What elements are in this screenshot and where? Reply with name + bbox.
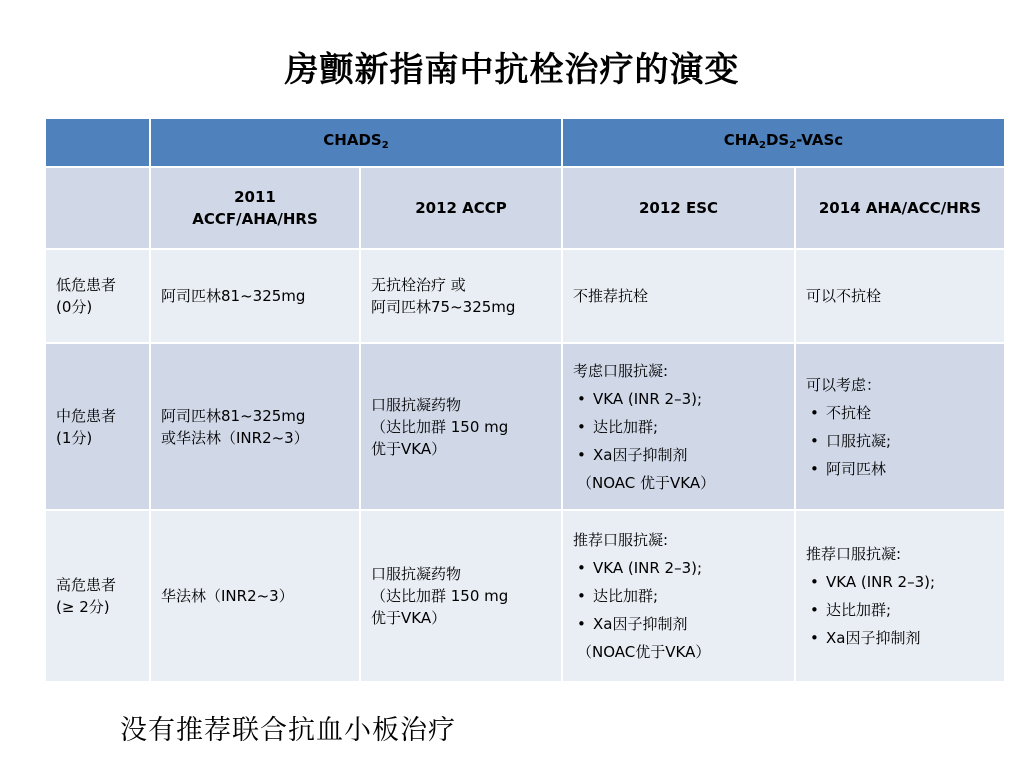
table-row-high-risk bbox=[45, 510, 1005, 682]
list-item: • 达比加群; bbox=[573, 413, 784, 441]
low-risk-label: 低危患者 bbox=[56, 276, 117, 294]
low-accp-line1: 无抗栓治疗 或 bbox=[371, 276, 466, 294]
cha2ds2-sub1: 2 bbox=[758, 139, 766, 151]
mid-accp-line1: 口服抗凝药物 bbox=[371, 395, 462, 414]
chads2-sub: 2 bbox=[381, 139, 389, 151]
mid-2014-head: 可以考虑： bbox=[806, 375, 882, 394]
high-2011-cell: 华法林（INR2~3） bbox=[150, 510, 360, 682]
high-accp-line1: 口服抗凝药物 bbox=[371, 565, 462, 583]
cha2ds2-part3: -VASc bbox=[796, 130, 844, 149]
high-accp-line3: 优于VKA） bbox=[371, 609, 447, 627]
low-esc-cell: 不推荐抗栓 bbox=[562, 249, 795, 343]
high-risk-label: 高危患者 bbox=[56, 576, 117, 594]
mid-risk-score: (1分) bbox=[56, 428, 93, 447]
table-row-low-risk bbox=[45, 249, 1005, 343]
mid-2014-cell bbox=[795, 343, 1005, 510]
mid-2014-list bbox=[806, 399, 994, 483]
row-label-low bbox=[45, 249, 150, 343]
list-item: • 不抗栓 bbox=[806, 399, 994, 427]
high-esc-list bbox=[573, 554, 784, 638]
mid-2011-line2: 或华法林（INR2~3） bbox=[161, 428, 309, 447]
col-header-2012-accp: 2012 ACCP bbox=[360, 167, 562, 249]
high-accp-cell bbox=[360, 510, 562, 682]
footer-note: 没有推荐联合抗血小板治疗 bbox=[120, 715, 456, 746]
header-row-scores bbox=[45, 118, 1005, 167]
mid-accp-line3: 优于VKA） bbox=[371, 439, 447, 458]
low-risk-score: (0分) bbox=[56, 298, 93, 316]
list-item: • VKA (INR 2–3); bbox=[573, 385, 784, 413]
list-item: • Xa因子抑制剂 bbox=[573, 441, 784, 469]
chads2-label: CHADS bbox=[323, 130, 382, 149]
high-esc-tail: （NOAC优于VKA） bbox=[577, 643, 711, 661]
cha2ds2-sub2: 2 bbox=[789, 139, 797, 151]
header-row-guidelines bbox=[45, 167, 1005, 249]
mid-esc-list bbox=[573, 385, 784, 469]
low-accp-line2: 阿司匹林75~325mg bbox=[371, 298, 516, 316]
mid-esc-tail: （NOAC 优于VKA） bbox=[577, 473, 716, 492]
list-item: • 阿司匹林 bbox=[806, 455, 994, 483]
list-item: • 达比加群; bbox=[573, 582, 784, 610]
list-item: • 达比加群; bbox=[806, 596, 994, 624]
col-header-2011 bbox=[150, 167, 360, 249]
col-header-2012-esc: 2012 ESC bbox=[562, 167, 795, 249]
list-item: • Xa因子抑制剂 bbox=[806, 624, 994, 652]
header-blank-cell-2 bbox=[45, 167, 150, 249]
col-header-2014: 2014 AHA/ACC/HRS bbox=[795, 167, 1005, 249]
mid-accp-line2: （达比加群 150 mg bbox=[371, 417, 509, 436]
mid-esc-cell bbox=[562, 343, 795, 510]
list-item: • VKA (INR 2–3); bbox=[806, 568, 994, 596]
low-accp-cell bbox=[360, 249, 562, 343]
mid-accp-cell bbox=[360, 343, 562, 510]
high-accp-line2: （达比加群 150 mg bbox=[371, 587, 509, 605]
cha2ds2-part1: CHA bbox=[723, 130, 759, 149]
header-cha2ds2-vasc bbox=[562, 118, 1005, 167]
low-2011-cell: 阿司匹林81~325mg bbox=[150, 249, 360, 343]
cha2ds2-part2: DS bbox=[765, 130, 790, 149]
col-2011-org: ACCF/AHA/HRS bbox=[192, 210, 318, 228]
row-label-mid bbox=[45, 343, 150, 510]
high-2014-cell bbox=[795, 510, 1005, 682]
header-blank-cell bbox=[45, 118, 150, 167]
high-2014-head: 推荐口服抗凝: bbox=[806, 545, 902, 563]
high-esc-head: 推荐口服抗凝: bbox=[573, 531, 669, 549]
list-item: • 口服抗凝; bbox=[806, 427, 994, 455]
col-2011-year: 2011 bbox=[234, 188, 276, 206]
mid-esc-head: 考虑口服抗凝: bbox=[573, 361, 669, 380]
row-label-high bbox=[45, 510, 150, 682]
guideline-table bbox=[44, 117, 1006, 683]
header-chads2 bbox=[150, 118, 562, 167]
high-2014-list bbox=[806, 568, 994, 652]
mid-risk-label: 中危患者 bbox=[56, 406, 117, 425]
high-risk-score: (≥ 2分) bbox=[56, 598, 110, 616]
high-esc-cell bbox=[562, 510, 795, 682]
slide-title: 房颤新指南中抗栓治疗的演变 bbox=[284, 50, 740, 90]
mid-2011-line1: 阿司匹林81~325mg bbox=[161, 406, 306, 425]
list-item: • VKA (INR 2–3); bbox=[573, 554, 784, 582]
mid-2011-cell bbox=[150, 343, 360, 510]
list-item: • Xa因子抑制剂 bbox=[573, 610, 784, 638]
low-2014-cell: 可以不抗栓 bbox=[795, 249, 1005, 343]
table-row-mid-risk bbox=[45, 343, 1005, 510]
